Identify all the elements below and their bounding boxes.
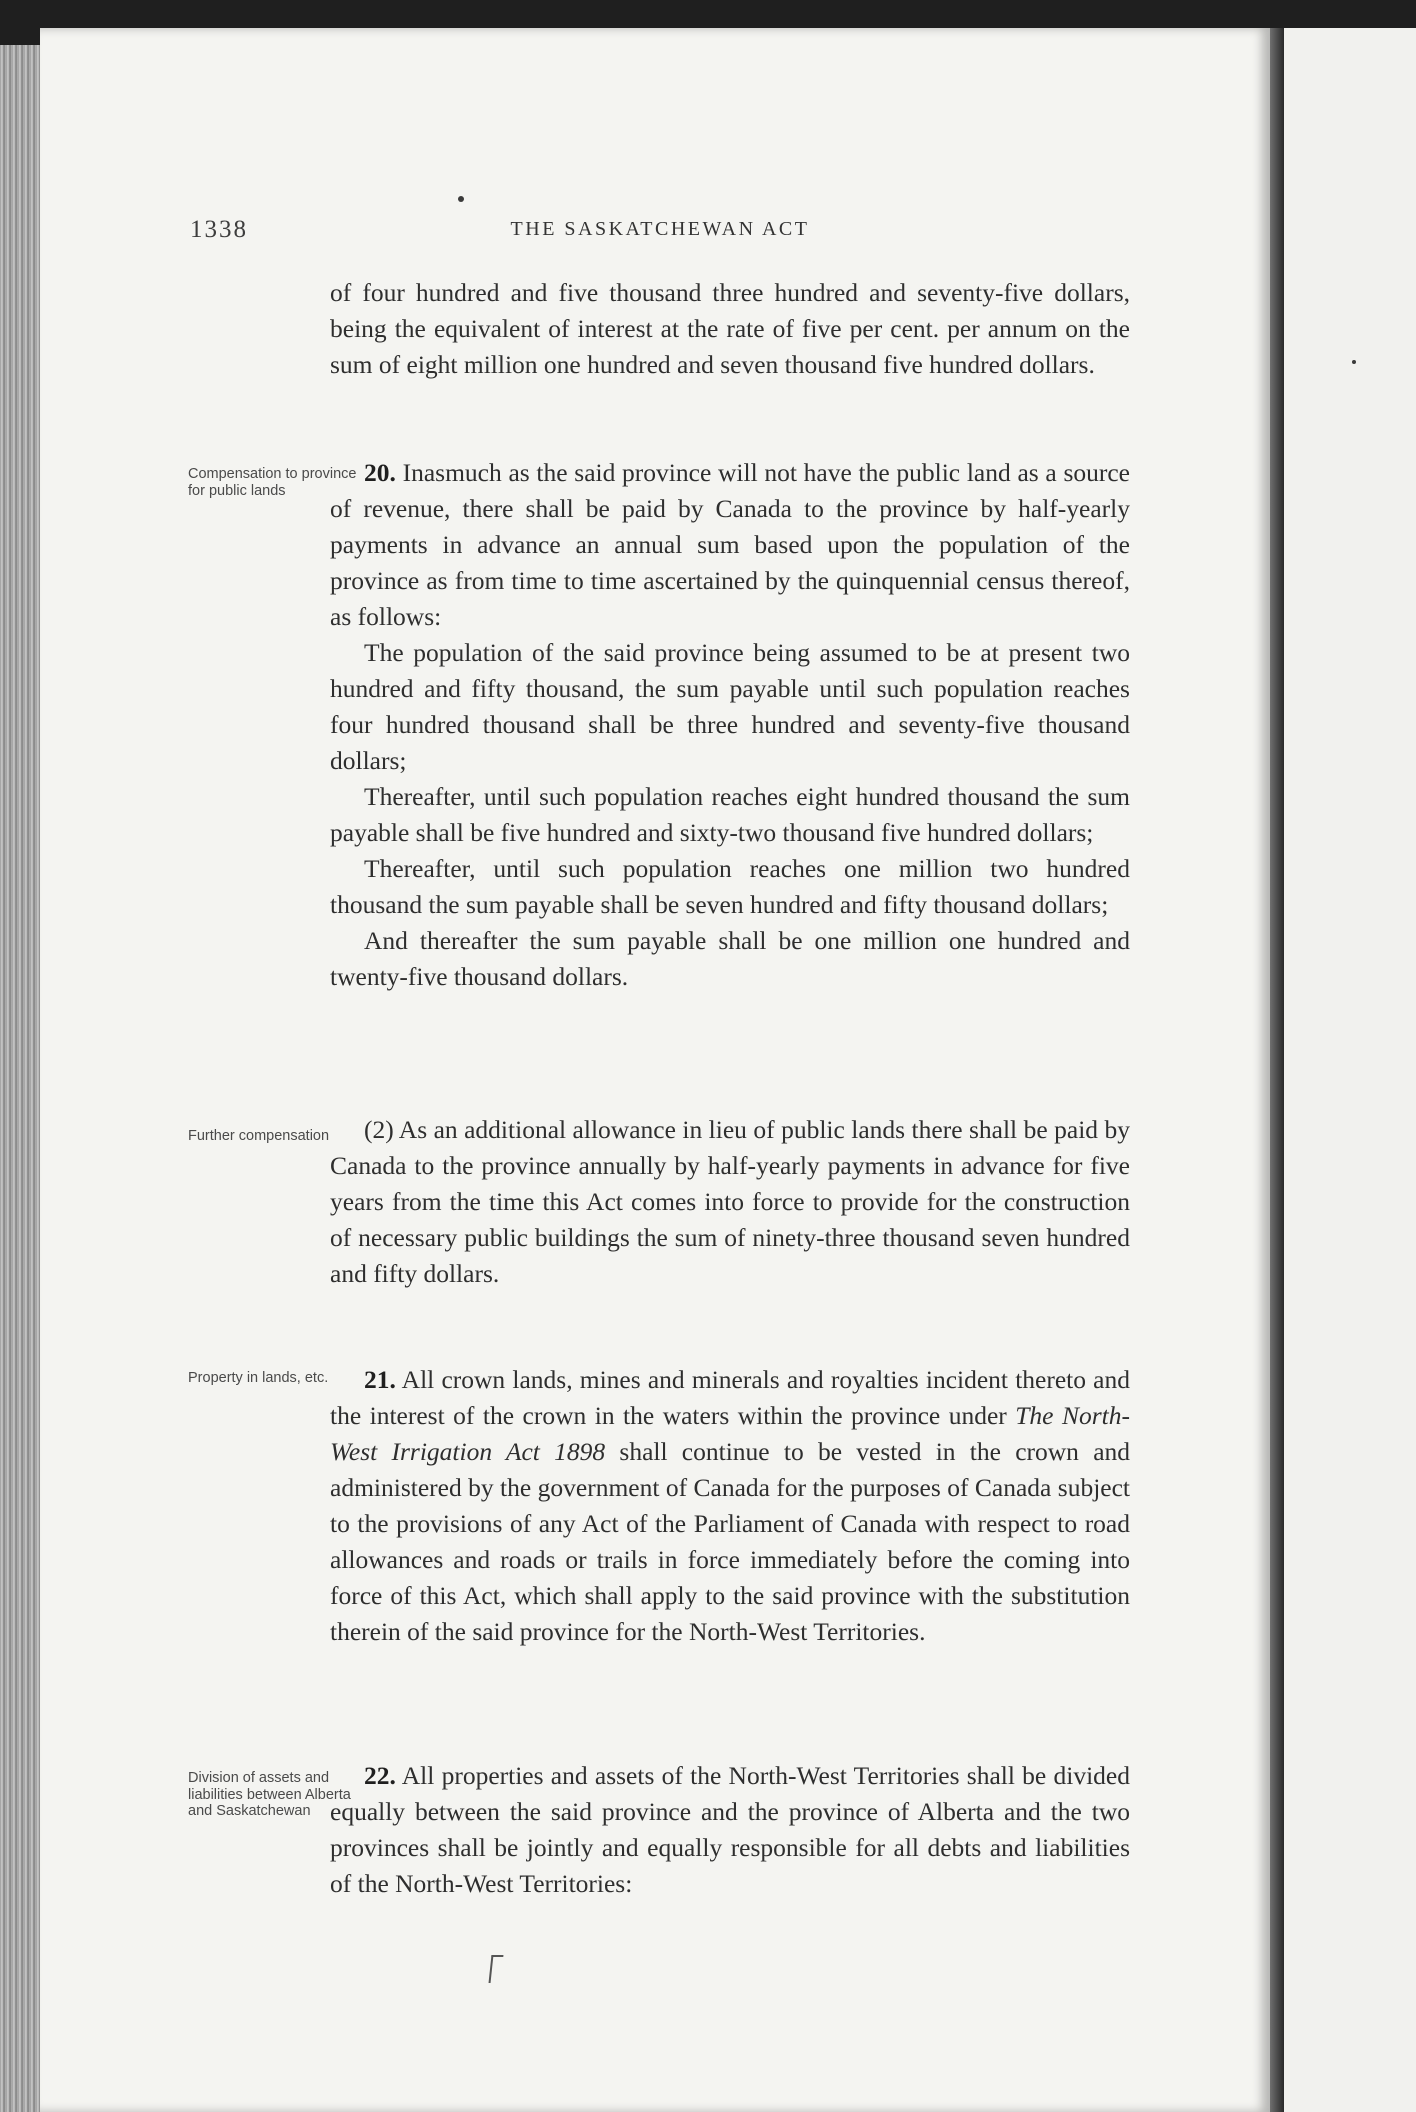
ink-speck [458,196,464,202]
act-name: The North-West Irrigation Act 1898 [330,1401,1130,1466]
opening-paragraph-block [330,275,1130,383]
opening-paragraph: of four hundred and five thousand three hundred and seventy-five dollars, being the equivalent of interest at the rate of five per cent. per annum on the sum of eight million one hundred and seven thousand five hundred dollars. [330,278,1130,379]
page-header [190,216,1130,246]
section-20-intro [330,455,1130,635]
margin-note-section-20: Compensation to province for public lands [188,466,357,499]
section-20 [330,455,1130,995]
section-20-item-3: Thereafter, until such population reaches one million two hundred thousand the sum payable shall be seven hundred and fifty thousand dollars; [330,854,1130,919]
margin-note-section-22: Division of assets and liabilities between Alberta and Saskatchewan [188,1770,351,1819]
section-21-text [330,1362,1130,1650]
adjacent-page-edge [1284,28,1416,2112]
section-21 [330,1362,1130,1650]
book-page-edges [0,45,44,2112]
book-gutter [1270,28,1284,2112]
section-number: 22. [364,1761,396,1790]
ink-speck [1352,360,1356,364]
section-number: 20. [364,458,396,487]
page-number: 1338 [190,216,248,243]
section-20-item-4: And thereafter the sum payable shall be one million one hundred and twenty-five thousand dollars. [330,926,1130,991]
section-number: 21. [364,1365,396,1394]
margin-note-section-21: Property in lands, etc. [188,1370,329,1386]
margin-note-section-20-2: Further compensation [188,1128,330,1144]
section-22-text [330,1758,1130,1902]
section-22-body: All properties and assets of the North-West Territories shall be divided equally between the said province and the province of Alberta and the two provinces shall be jointly and equally responsible for all debts and liabilities of the North-West Territories: [330,1761,1130,1898]
section-21-text-after: shall continue to be vested in the crown and administered by the government of Canada for the purposes of Canada subject to the provisions of any Act of the Parliament of Canada with respect to road allowances and roads or trails in force immediately before the coming into force of this Act, which shall apply to the said province with the substitution therein of the said province for the North-West Territories. [330,1437,1131,1646]
section-21-text-before: All crown lands, mines and minerals and royalties incident thereto and the interest of the crown in the waters within the province under [330,1365,1131,1430]
section-20-item-1: The population of the said province being assumed to be at present two hundred and fifty thousand, the sum payable until such population reaches four hundred thousand shall be three hundred and seventy-five thousand dollars; [330,638,1130,775]
section-20-intro-text: Inasmuch as the said province will not have the public land as a source of revenue, there shall be paid by Canada to the province by half-yearly payments in advance an annual sum based upon the population of the province as from time to time ascertained by the quinquennial census thereof, as follows: [330,458,1130,631]
section-22 [330,1758,1130,1902]
running-title: THE SASKATCHEWAN ACT [510,218,810,240]
section-20-subsection-2 [330,1112,1130,1292]
section-20-2-text: (2) As an additional allowance in lieu of public lands there shall be paid by Canada to the province annually by half-yearly payments in advance for five years from the time this Act comes into force to provide for the construction of necessary public buildings the sum of ninety-three thousand seven hundred and fifty dollars. [330,1115,1130,1288]
section-20-item-2: Thereafter, until such population reaches eight hundred thousand the sum payable shall be five hundred and sixty-two thousand five hundred dollars; [330,782,1130,847]
